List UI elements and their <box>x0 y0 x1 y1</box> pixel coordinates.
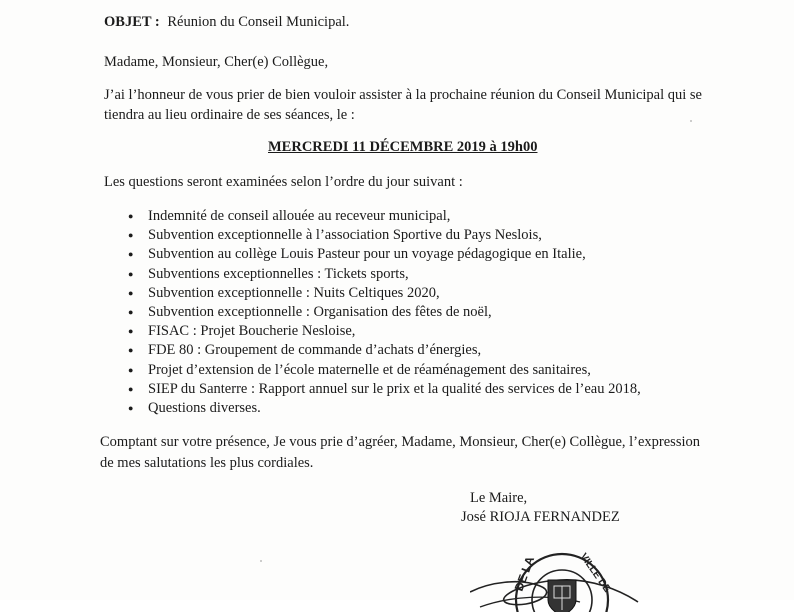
agenda-item: ● Subvention exceptionnelle : Organisation des fêtes de noël, <box>124 303 641 322</box>
signatory-name: José RIOJA FERNANDEZ <box>461 509 620 525</box>
agenda-item: ● Subvention exceptionnelle à l’association Sportive du Pays Neslois, <box>124 226 641 245</box>
closing-line-2: de mes salutations les plus cordiales. <box>100 455 314 471</box>
salutation: Madame, Monsieur, Cher(e) Collègue, <box>104 54 329 70</box>
agenda-item: ● Subvention au collège Louis Pasteur pour un voyage pédagogique en Italie, <box>124 245 641 264</box>
seal-text-left: DE LA <box>511 554 538 594</box>
bullet-icon: ● <box>128 306 134 317</box>
closing-line-1: Comptant sur votre présence, Je vous prie d’agréer, Madame, Monsieur, Cher(e) Collègue, l’expression <box>100 434 701 450</box>
scan-speck <box>260 560 262 562</box>
agenda-item: ● FDE 80 : Groupement de commande d’achats d’énergies, <box>124 341 641 360</box>
agenda-item: ● Subvention exceptionnelle : Nuits Celtiques 2020, <box>124 284 641 303</box>
agenda-item: ● Subventions exceptionnelles : Tickets sports, <box>124 265 641 284</box>
agenda-item: ● SIEP du Santerre : Rapport annuel sur le prix et la qualité des services de l’eau 2018, <box>124 380 641 399</box>
agenda-item: ● Projet d’extension de l’école maternelle et de réaménagement des sanitaires, <box>124 361 641 380</box>
subject-text: Réunion du Conseil Municipal. <box>167 14 350 30</box>
bullet-icon: ● <box>128 287 134 298</box>
subject-line <box>104 14 349 31</box>
bullet-icon: ● <box>128 211 134 221</box>
seal-text-right: VILLE DE <box>577 551 613 595</box>
bullet-icon: ● <box>128 326 134 337</box>
bullet-icon: ● <box>128 383 134 394</box>
intro-line-2: tiendra au lieu ordinaire de ses séances, le : <box>104 107 355 123</box>
scan-speck <box>690 120 692 122</box>
agenda-intro: Les questions seront examinées selon l’ordre du jour suivant : <box>104 174 463 190</box>
agenda-item: ● FISAC : Projet Boucherie Nesloise, <box>124 322 641 341</box>
meeting-date: MERCREDI 11 DÉCEMBRE 2019 à 19h00 <box>268 139 538 155</box>
town-seal-stamp-icon <box>470 512 640 612</box>
bullet-icon: ● <box>128 364 134 375</box>
agenda-item: ● Questions diverses. <box>124 399 641 418</box>
bullet-icon: ● <box>128 345 134 356</box>
agenda-list <box>124 207 641 418</box>
bullet-icon: ● <box>128 268 134 279</box>
bullet-icon: ● <box>128 249 134 260</box>
signatory-title: Le Maire, <box>470 490 528 506</box>
subject-label: OBJET : <box>104 14 160 30</box>
agenda-item: ● Indemnité de conseil allouée au receveur municipal, <box>124 207 641 226</box>
bullet-icon: ● <box>128 230 134 241</box>
intro-line-1: J’ai l’honneur de vous prier de bien vouloir assister à la prochaine réunion du Conseil Municipal qui se <box>104 87 702 103</box>
bullet-icon: ● <box>128 402 134 413</box>
